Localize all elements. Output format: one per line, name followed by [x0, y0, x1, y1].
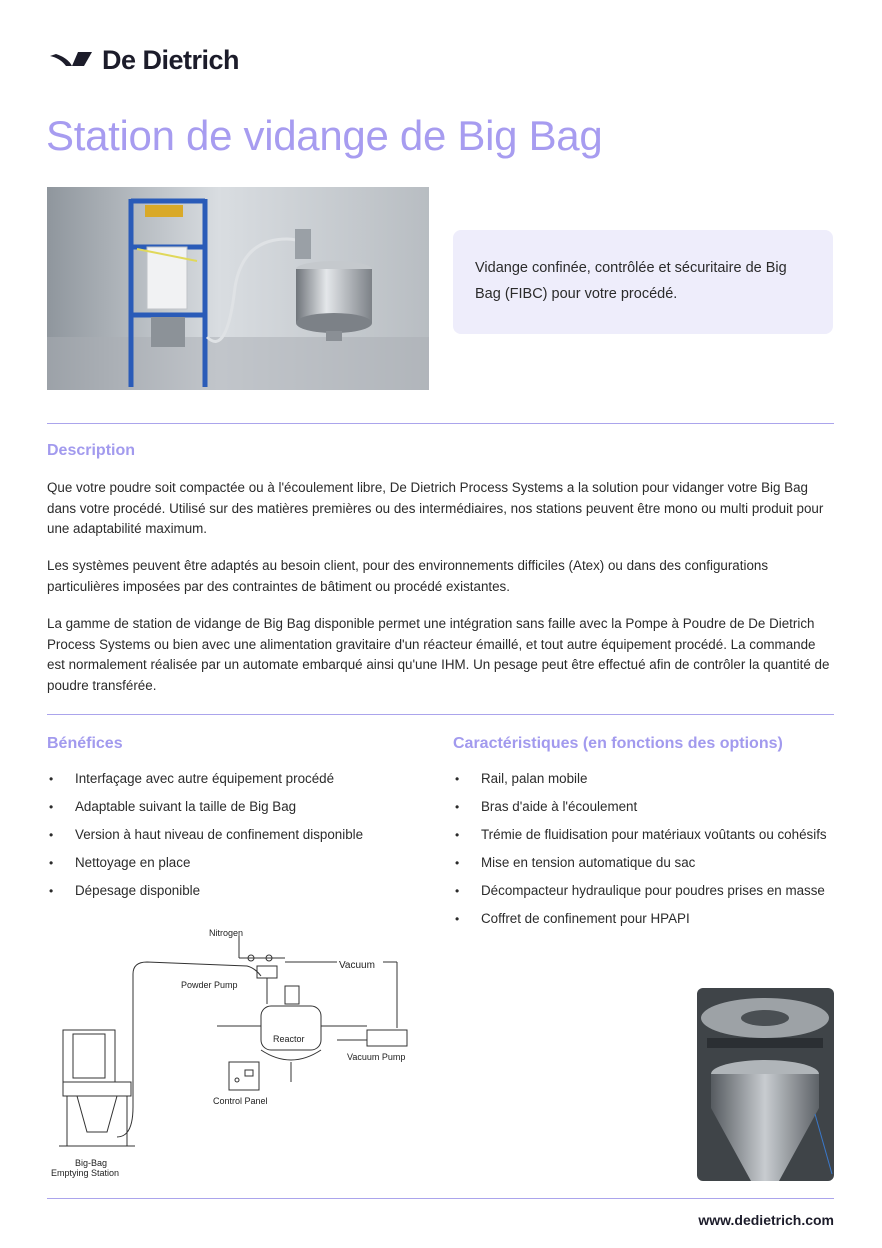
list-item: • Bras d'aide à l'écoulement — [453, 797, 833, 817]
list-item: • Rail, palan mobile — [453, 769, 833, 789]
tagline-text: Vidange confinée, contrôlée et sécuritaire de Big Bag (FIBC) pour votre procédé. — [475, 260, 787, 302]
list-item: • Adaptable suivant la taille de Big Bag — [47, 797, 427, 817]
list-item: • Dépesage disponible — [47, 881, 427, 901]
tagline-box — [453, 230, 833, 334]
website-link[interactable]: www.dedietrich.com — [698, 1212, 834, 1228]
schematic-label-powder-pump: Powder Pump — [181, 980, 238, 990]
process-schematic — [47, 922, 427, 1187]
divider — [47, 423, 834, 424]
list-item: • Mise en tension automatique du sac — [453, 853, 833, 873]
description-paragraph: Que votre poudre soit compactée ou à l'écoulement libre, De Dietrich Process Systems a la solution pour vidanger votre Big Bag dans votre procédé. Utilisé sur des matières premières ou des intermédiaires, nos stations peuvent être mono ou multi produit pour une adaptabilité maximum. — [47, 480, 824, 536]
schematic-label-vacuum: Vacuum — [339, 960, 375, 971]
schematic-label-station-2: Emptying Station — [51, 1168, 120, 1178]
list-item: • Interfaçage avec autre équipement procédé — [47, 769, 427, 789]
brand-name: De Dietrich — [102, 44, 240, 75]
characteristics-heading: Caractéristiques (en fonctions des options) — [453, 735, 783, 752]
description-paragraph: La gamme de station de vidange de Big Bag disponible permet une intégration sans faille avec la Pompe à Poudre de De Dietrich Process Systems ou bien avec une alimentation gravitaire d'un réacteur émaillé, et tout autre équipement procédé. La commande est normalement réalisée par un automate embarqué ainsi qu'une IHM. Un pesage peut être effectué afin de contrôler la quantité de poudre transférée. — [47, 616, 830, 693]
list-item: • Coffret de confinement pour HPAPI — [453, 909, 833, 929]
list-item: • Trémie de fluidisation pour matériaux voûtants ou cohésifs — [453, 825, 833, 845]
divider — [47, 714, 834, 715]
schematic-label-station-1: Big-Bag — [75, 1158, 108, 1168]
benefits-list — [47, 769, 427, 909]
list-item: • Version à haut niveau de confinement disponible — [47, 825, 427, 845]
benefits-heading: Bénéfices — [47, 735, 123, 752]
page-title: Station de vidange de Big Bag — [46, 112, 603, 159]
de-dietrich-logo-mark-icon — [48, 48, 94, 72]
description-paragraph: Les systèmes peuvent être adaptés au besoin client, pour des environnements difficiles (Atex) ou dans des configurations particulières imposées par des contraintes de bâtiment ou procédé existantes. — [47, 558, 769, 594]
schematic-label-control-panel: Control Panel — [213, 1096, 268, 1106]
schematic-label-reactor: Reactor — [273, 1034, 305, 1044]
list-item: • Décompacteur hydraulique pour poudres prises en masse — [453, 881, 833, 901]
characteristics-list — [453, 769, 833, 937]
detail-photo — [697, 988, 834, 1181]
description-heading: Description — [47, 442, 136, 459]
divider — [47, 1198, 834, 1199]
schematic-label-nitrogen: Nitrogen — [209, 928, 244, 938]
brand-logo — [48, 44, 239, 76]
hero-product-image — [47, 187, 429, 390]
schematic-label-vacuum-pump: Vacuum Pump — [347, 1052, 406, 1062]
list-item: • Nettoyage en place — [47, 853, 427, 873]
